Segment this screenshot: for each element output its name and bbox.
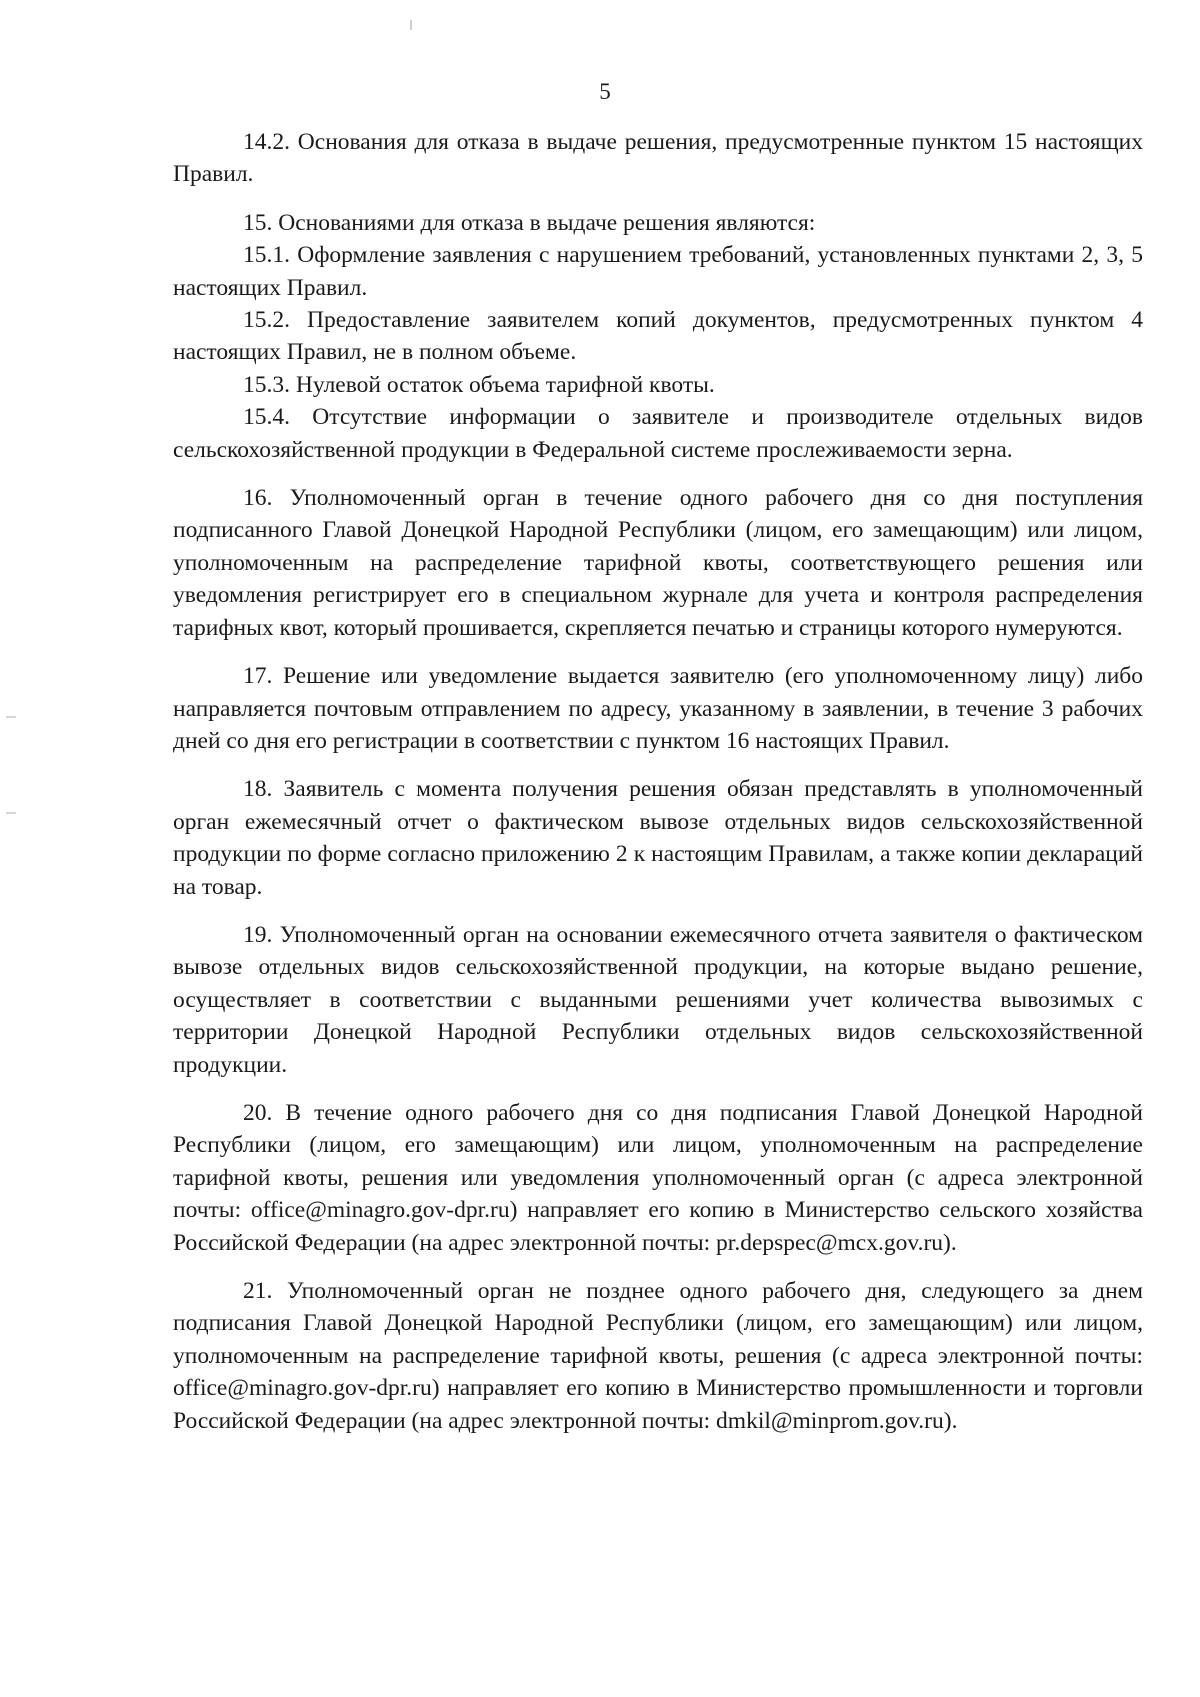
scan-artifact bbox=[6, 716, 16, 718]
paragraph-21: 21. Уполномоченный орган не позднее одного рабочего дня, следующего за днем подписания Главой Донецкой Народной Республики (лицом, его замещающим) или лицом, уполномоченным на распределение тарифной квоты, решения (с адреса электронной почты: office@minagro.gov-dpr.ru) направляет его копию в Министерство промышленности и торговли Российской Федерации (на адрес электронной почты: dmkil@minprom.gov.ru). bbox=[173, 1278, 1143, 1434]
paragraph-15-1: 15.1. Оформление заявления с нарушением требований, установленных пунктами 2, 3, 5 настоящих Правил. bbox=[173, 242, 1143, 301]
scan-artifact bbox=[6, 812, 16, 814]
paragraph-15-3: 15.3. Нулевой остаток объема тарифной квоты. bbox=[243, 371, 715, 398]
paragraph-15-4: 15.4. Отсутствие информации о заявителе и производителе отдельных видов сельскохозяйственной продукции в Федеральной системе прослеживаемости зерна. bbox=[173, 404, 1143, 463]
paragraph-20: 20. В течение одного рабочего дня со дня подписания Главой Донецкой Народной Республики (лицом, его замещающим) или лицом, уполномоченным на распределение тарифной квоты, решения или уведомления уполномоченный орган (с адреса электронной почты: office@minagro.gov-dpr.ru) направляет его копию в Министерство сельского хозяйства Российской Федерации (на адрес электронной почты: pr.depspec@mcx.gov.ru). bbox=[173, 1099, 1143, 1256]
paragraph-16: 16. Уполномоченный орган в течение одного рабочего дня со дня поступления подписанного Главой Донецкой Народной Республики (лицом, его замещающим) или лицом, уполномоченным на распределение тарифной квоты, соответствующего решения или уведомления регистрирует его в специальном журнале для учета и контроля распределения тарифных квот, который прошивается, скрепляется печатью и страницы которого нумеруются. bbox=[173, 485, 1143, 641]
paragraph-18: 18. Заявитель с момента получения решения обязан представлять в уполномоченный орган ежемесячный отчет о фактическом вывозе отдельных видов сельскохозяйственной продукции по форме согласно приложению 2 к настоящим Правилам, а также копии деклараций на товар. bbox=[173, 776, 1143, 900]
page-number: 5 bbox=[599, 79, 611, 104]
paragraph-19: 19. Уполномоченный орган на основании ежемесячного отчета заявителя о фактическом вывозе отдельных видов сельскохозяйственной продукции, на которые выдано решение, осуществляет в соответствии с выданными решениями учет количества вывозимых с территории Донецкой Народной Республики отдельных видов сельскохозяйственной продукции. bbox=[173, 921, 1143, 1078]
paragraph-15: 15. Основаниями для отказа в выдаче решения являются: bbox=[243, 209, 816, 236]
scan-artifact bbox=[410, 20, 412, 30]
paragraph-17: 17. Решение или уведомление выдается заявителю (его уполномоченному лицу) либо направляется почтовым отправлением по адресу, указанному в заявлении, в течение 3 рабочих дней со дня его регистрации в соответствии с пунктом 16 настоящих Правил. bbox=[173, 663, 1143, 754]
document-body bbox=[173, 126, 1143, 1437]
paragraph-15-2: 15.2. Предоставление заявителем копий документов, предусмотренных пунктом 4 настоящих Правил, не в полном объеме. bbox=[173, 307, 1143, 366]
paragraph-14-2: 14.2. Основания для отказа в выдаче решения, предусмотренные пунктом 15 настоящих Правил. bbox=[173, 129, 1143, 188]
